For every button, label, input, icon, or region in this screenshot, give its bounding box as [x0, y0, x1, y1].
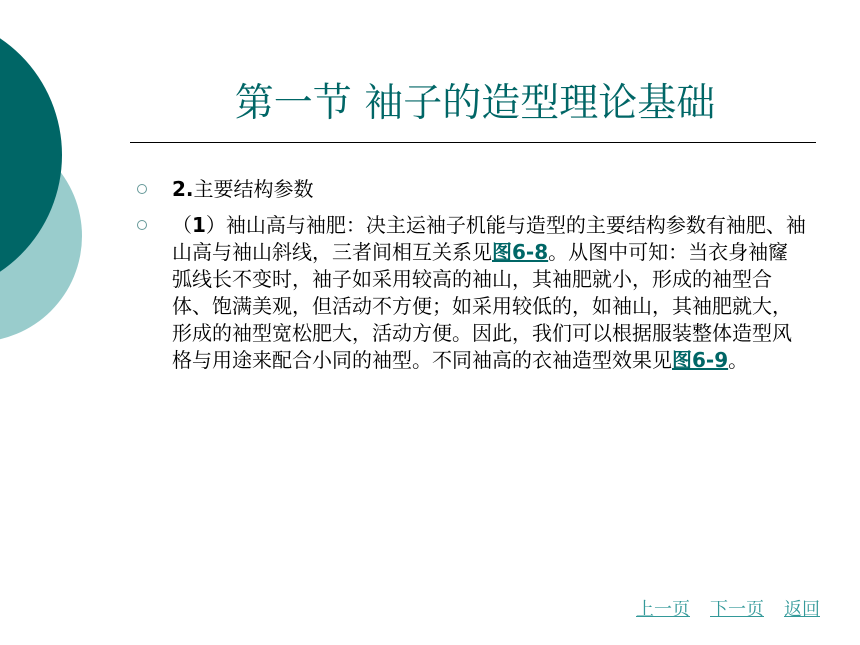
slide-title: 第一节 袖子的造型理论基础	[234, 81, 716, 126]
bullet-circle-icon	[137, 220, 147, 230]
bullet-number: 2.	[172, 177, 194, 201]
bullet-number: 1	[192, 213, 206, 237]
bullet-text: ）袖山高与袖肥：决主运袖子机能与造型的主要结构参数有袖肥、袖山高与袖山斜线，三者间相互关系见	[172, 213, 806, 264]
back-link[interactable]: 返回	[784, 599, 820, 620]
slide-navigation	[636, 598, 820, 622]
bullet-text: 主要结构参数	[193, 177, 314, 201]
figure-link-6-9[interactable]: 图6-9	[672, 348, 729, 372]
bullet-list	[136, 176, 808, 383]
bullet-open-paren: （	[172, 213, 192, 237]
prev-page-link[interactable]: 上一页	[636, 599, 690, 620]
bullet-circle-icon	[137, 184, 147, 194]
bullet-item	[136, 176, 808, 203]
bullet-text-continued: 。从图中可知：当衣身袖窿弧线长不变时，袖子如采用较高的袖山，其袖肥就小，形成的袖型合体、饱满美观，但活动不方便；如采用较低的，如袖山，其袖肥就大，形成的袖型宽松肥大，活动方便。因此，我们可以根据服装整体造型风格与用途来配合小同的袖型。不同袖高的衣袖造型效果见	[172, 240, 792, 372]
figure-link-6-8[interactable]: 图6-8	[492, 240, 549, 264]
title-divider	[130, 142, 816, 143]
bullet-item	[136, 212, 808, 374]
bullet-text-end: 。	[728, 348, 749, 372]
next-page-link[interactable]: 下一页	[710, 599, 764, 620]
